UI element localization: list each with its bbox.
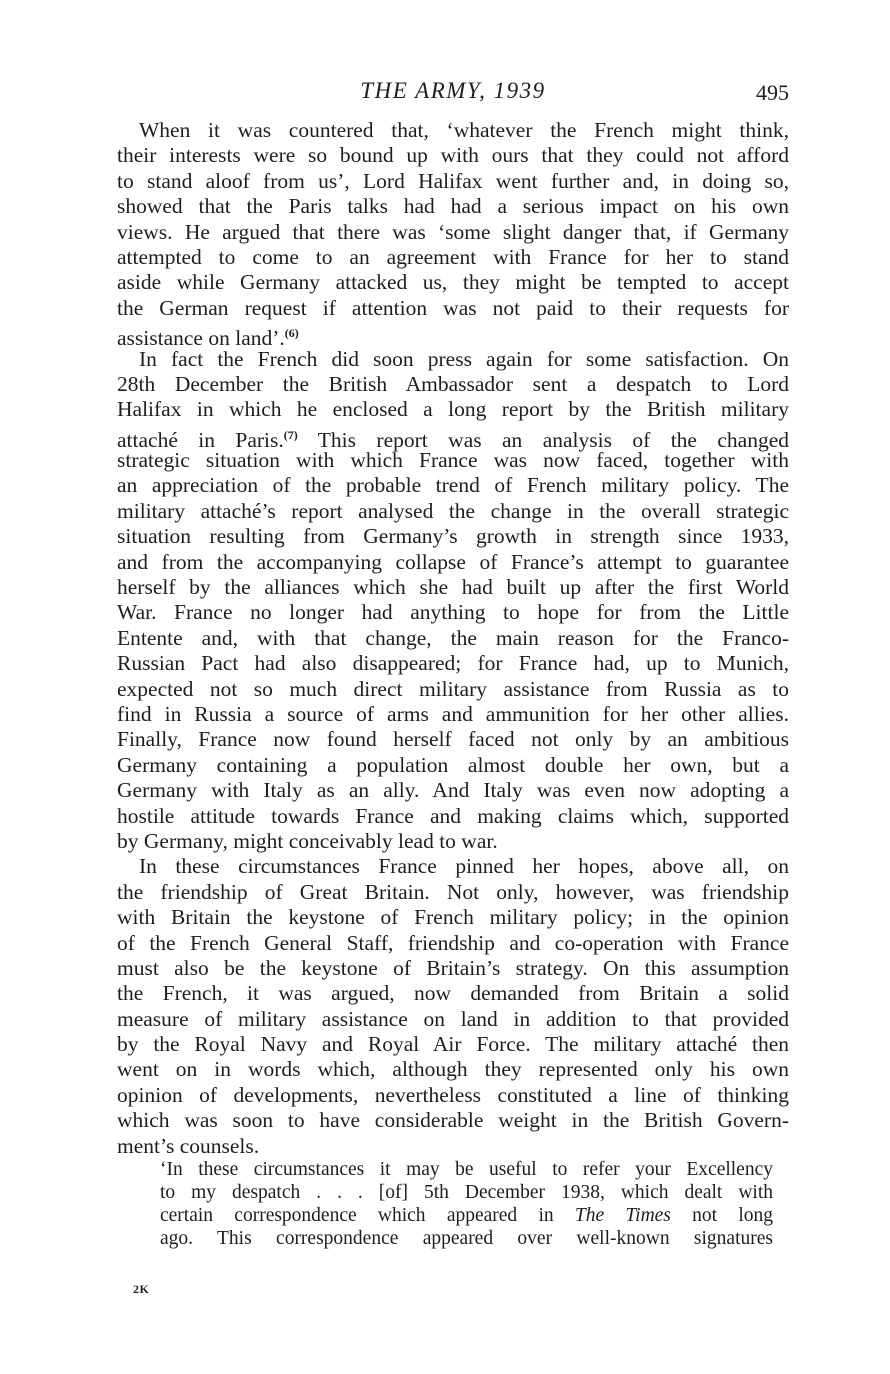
body-line: the German request if attention was not paid to their requests for: [117, 295, 789, 320]
body-line: In fact the French did soon press again for some satisfaction. On: [139, 346, 789, 371]
body-line: herself by the alliances which she had built up after the first World: [117, 575, 789, 600]
page-header: [117, 78, 789, 110]
body-line: hostile attitude towards France and making claims which, supported: [117, 803, 789, 828]
body-line: Russian Pact had also disappeared; for France had, up to Munich,: [117, 651, 789, 676]
body-line: of the French General Staff, friendship and co-operation with France: [117, 930, 789, 955]
block-quote: [160, 1158, 773, 1250]
body-line: showed that the Paris talks had had a serious impact on his own: [117, 194, 789, 219]
italic-title: The Times: [574, 1205, 671, 1226]
body-line: measure of military assistance on land in addition to that provided: [117, 1006, 789, 1031]
body-line: expected not so much direct military assistance from Russia as to: [117, 676, 789, 701]
running-head: THE ARMY, 1939: [360, 78, 546, 103]
body-line: find in Russia a source of arms and ammunition for her other allies.: [117, 701, 789, 726]
body-text: [117, 118, 789, 1159]
body-line: strategic situation with which France was now faced, together with: [117, 448, 789, 473]
body-line: went on in words which, although they represented only his own: [117, 1057, 789, 1082]
body-line: by Germany, might conceivably lead to war.: [117, 828, 498, 853]
body-line: 28th December the British Ambassador sent a despatch to Lord: [117, 371, 789, 396]
body-line: views. He argued that there was ‘some slight danger that, if Germany: [117, 219, 789, 244]
body-line: War. France no longer had anything to hope for from the Little: [117, 600, 789, 625]
body-line: attempted to come to an agreement with France for her to stand: [117, 244, 789, 269]
body-line: the French, it was argued, now demanded from Britain a solid: [117, 981, 789, 1006]
body-line: the friendship of Great Britain. Not only, however, was friendship: [117, 879, 789, 904]
body-line: opinion of developments, nevertheless constituted a line of thinking: [117, 1082, 789, 1107]
body-line: must also be the keystone of Britain’s strategy. On this assumption: [117, 955, 789, 980]
body-line: their interests were so bound up with ours that they could not afford: [117, 143, 789, 168]
body-line: Germany containing a population almost double her own, but a: [117, 752, 789, 777]
footnote-ref[interactable]: (6): [284, 326, 299, 341]
body-line: to stand aloof from us’, Lord Halifax went further and, in doing so,: [117, 168, 789, 193]
quote-line: to my despatch . . . [of] 5th December 1938, which dealt with: [160, 1182, 773, 1203]
body-line: attaché in Paris.$^{(7)}$ This report was an analysis of the changed: [117, 427, 789, 452]
body-line: When it was countered that, ‘whatever the French might think,: [139, 118, 789, 142]
body-line: military attaché’s report analysed the change in the overall strategic: [117, 498, 789, 523]
body-line: Germany with Italy as an ally. And Italy was even now adopting a: [117, 778, 789, 803]
body-line: an appreciation of the probable trend of French military policy. The: [117, 473, 789, 498]
quote-line: ago. This correspondence appeared over well-known signatures: [160, 1228, 773, 1249]
footnote-ref[interactable]: (7): [283, 427, 298, 442]
body-line: by the Royal Navy and Royal Air Force. The military attaché then: [117, 1032, 789, 1057]
quote-line: certain correspondence which appeared in The Times not long: [160, 1205, 774, 1226]
quote-line: ‘In these circumstances it may be useful to refer your Excellency: [160, 1159, 773, 1180]
body-line: situation resulting from Germany’s growth in strength since 1933,: [117, 524, 789, 549]
body-line: Entente and, with that change, the main reason for the Franco-: [117, 625, 789, 650]
body-line: which was soon to have considerable weight in the British Govern-: [117, 1108, 789, 1133]
body-line: with Britain the keystone of French military policy; in the opinion: [117, 905, 789, 930]
body-line: assistance on land’.$^{(6)}$: [117, 326, 299, 351]
body-line: Halifax in which he enclosed a long report by the British military: [117, 397, 789, 422]
body-line: and from the accompanying collapse of France’s attempt to guarantee: [117, 549, 789, 574]
body-line: In these circumstances France pinned her hopes, above all, on: [139, 854, 789, 879]
signature-mark: 2K: [133, 1282, 150, 1296]
body-line: Finally, France now found herself faced not only by an ambitious: [117, 727, 789, 752]
page-number: 495: [756, 80, 789, 105]
body-line: ment’s counsels.: [117, 1133, 260, 1158]
body-line: aside while Germany attacked us, they might be tempted to accept: [117, 270, 789, 295]
